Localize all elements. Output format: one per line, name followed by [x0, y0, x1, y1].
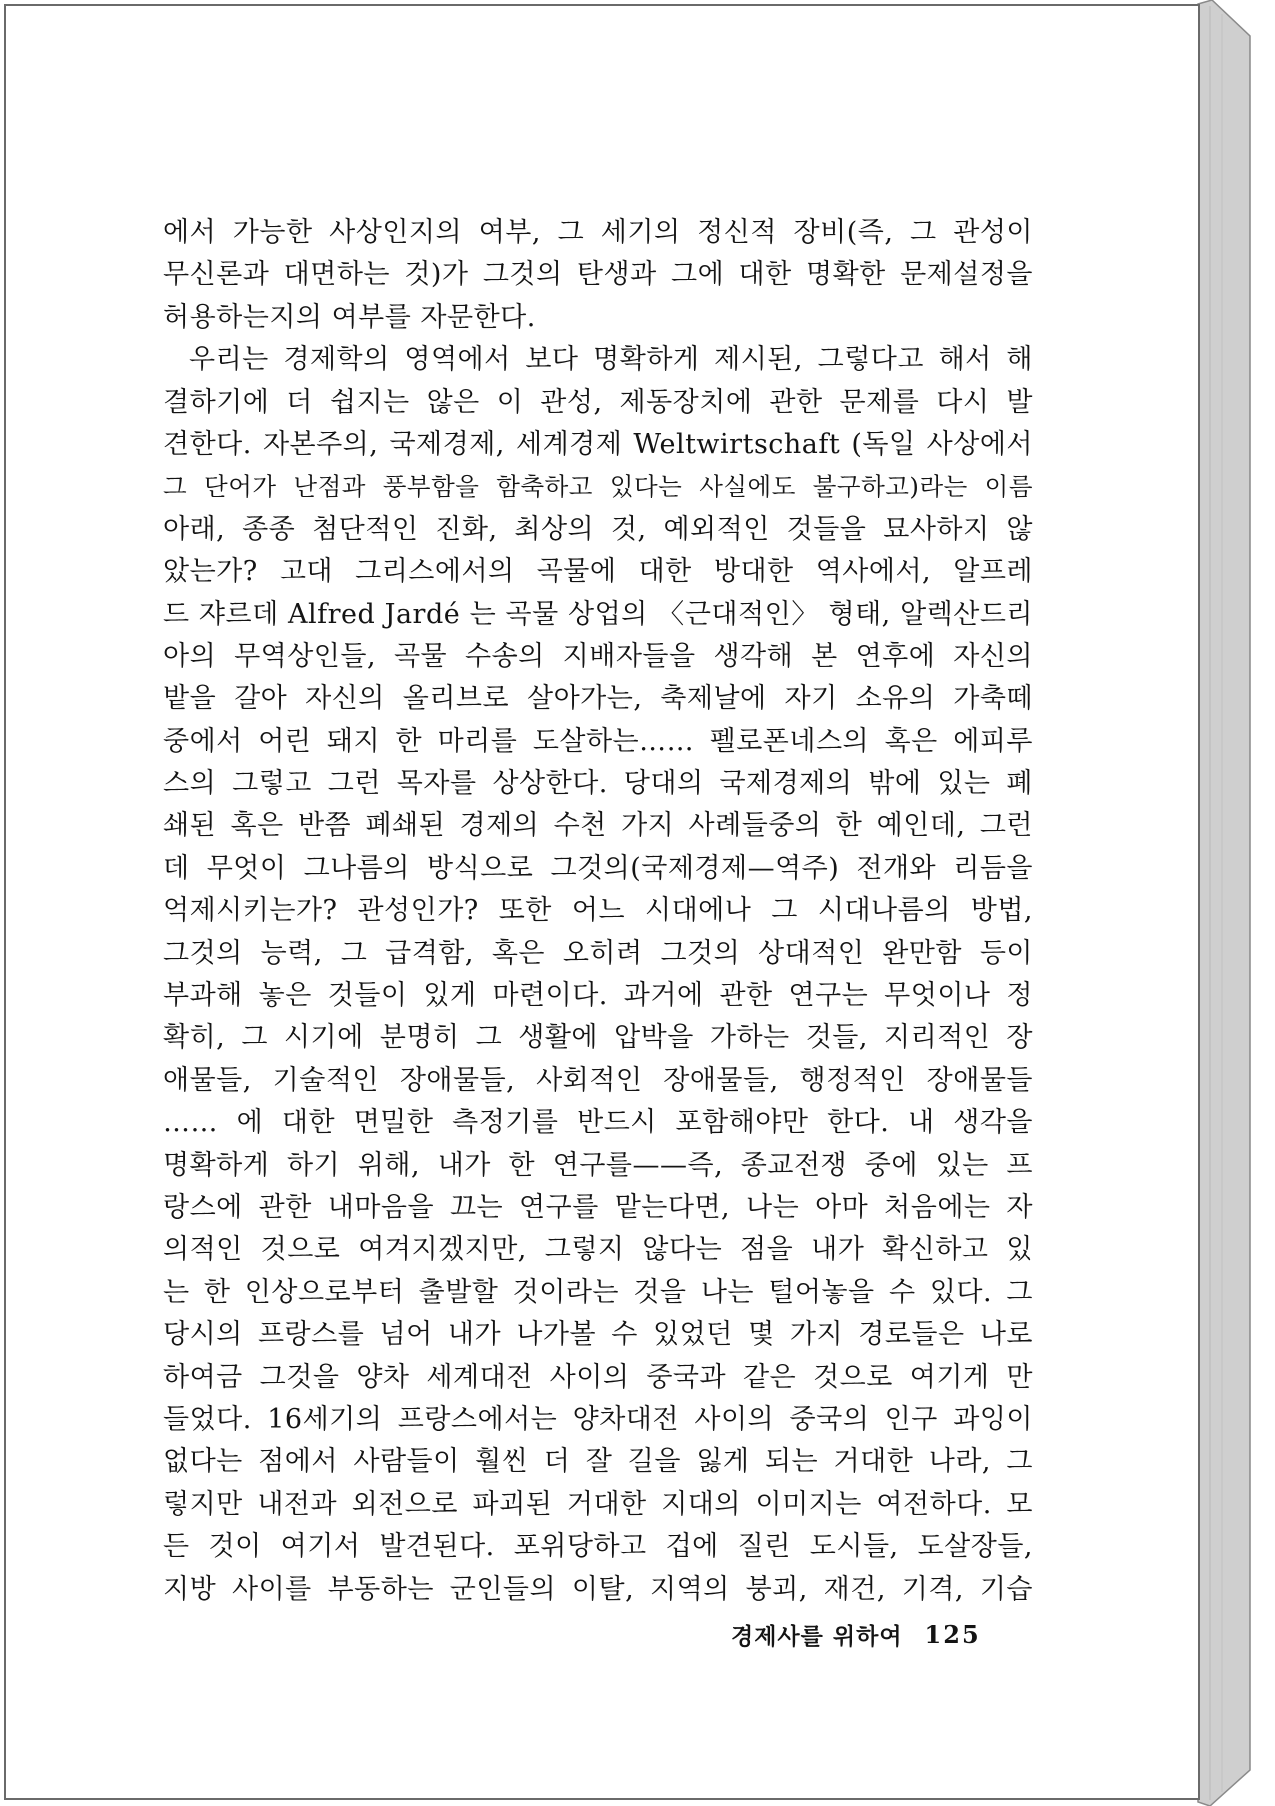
text-line: 그 단어가 난점과 풍부함을 함축하고 있다는 사실에도 불구하고)라는 이름	[163, 472, 1033, 502]
text-line: 에서 가능한 사상인지의 여부, 그 세기의 정신적 장비(즉, 그 관성이	[163, 217, 1033, 248]
text-line: 애물들, 기술적인 장애물들, 사회적인 장애물들, 행정적인 장애물들	[163, 1064, 1033, 1096]
text-line: 든 것이 여기서 발견된다. 포위당하고 겁에 질린 도시들, 도살장들,	[163, 1531, 1033, 1563]
page-number: 125	[924, 1619, 981, 1649]
text-line: 억제시키는가? 관성인가? 또한 어느 시대에나 그 시대나름의 방법,	[163, 895, 1033, 927]
text-line: 그것의 능력, 그 급격함, 혹은 오히려 그것의 상대적인 완만함 등이	[163, 937, 1033, 969]
text-line: 의적인 것으로 여겨지겠지만, 그렇지 않다는 점을 내가 확신하고 있	[163, 1234, 1033, 1266]
text-line: 쇄된 혹은 반쯤 폐쇄된 경제의 수천 가지 사례들중의 한 예인데, 그런	[163, 810, 1033, 842]
text-line: 랑스에 관한 내마음을 끄는 연구를 맡는다면, 나는 아마 처음에는 자	[163, 1191, 1033, 1223]
text-line: 드 쟈르데 Alfred Jardé 는 곡물 상업의 〈근대적인〉 형태, 알렉산드리	[163, 598, 1033, 630]
text-line: 당시의 프랑스를 넘어 내가 나가볼 수 있었던 몇 가지 경로들은 나로	[163, 1319, 1033, 1351]
text-line: 하여금 그것을 양차 세계대전 사이의 중국과 같은 것으로 여기게 만	[163, 1361, 1033, 1393]
running-title: 경제사를 위하여	[731, 1622, 903, 1650]
text-line: 데 무엇이 그나름의 방식으로 그것의(국제경제—역주) 전개와 리듬을	[163, 852, 1033, 884]
text-line: 부과해 놓은 것들이 있게 마련이다. 과거에 관한 연구는 무엇이나 정	[163, 980, 1033, 1012]
text-line: 우리는 경제학의 영역에서 보다 명확하게 제시된, 그렇다고 해서 해	[189, 344, 1033, 376]
text-line: 없다는 점에서 사람들이 훨씬 더 잘 길을 잃게 되는 거대한 나라, 그	[163, 1446, 1033, 1478]
text-line: 중에서 어린 돼지 한 마리를 도살하는…… 펠로폰네스의 혹은 에피루	[163, 725, 1033, 757]
text-line: 견한다. 자본주의, 국제경제, 세계경제 Weltwirtschaft (독일 사상에서	[163, 428, 1033, 460]
text-line: 허용하는지의 여부를 자문한다.	[163, 301, 536, 333]
text-line: 스의 그렇고 그런 목자를 상상한다. 당대의 국제경제의 밖에 있는 폐	[163, 768, 1033, 800]
text-line: 무신론과 대면하는 것)가 그것의 탄생과 그에 대한 명확한 문제설정을	[163, 259, 1033, 291]
text-line: 지방 사이를 부동하는 군인들의 이탈, 지역의 붕괴, 재건, 기격, 기습	[163, 1573, 1033, 1605]
text-line: 아의 무역상인들, 곡물 수송의 지배자들을 생각해 본 연후에 자신의	[163, 640, 1033, 672]
text-line: 명확하게 하기 위해, 내가 한 연구를——즉, 종교전쟁 중에 있는 프	[163, 1149, 1033, 1181]
text-line: 들었다. 16세기의 프랑스에서는 양차대전 사이의 중국의 인구 과잉이	[163, 1403, 1033, 1435]
text-line: 밭을 갈아 자신의 올리브로 살아가는, 축제날에 자기 소유의 가축떼	[163, 683, 1033, 715]
text-line: 는 한 인상으로부터 출발할 것이라는 것을 나는 털어놓을 수 있다. 그	[163, 1276, 1033, 1308]
text-line: …… 에 대한 면밀한 측정기를 반드시 포함해야만 한다. 내 생각을	[163, 1107, 1033, 1139]
text-line: 았는가? 고대 그리스에서의 곡물에 대한 방대한 역사에서, 알프레	[163, 556, 1033, 588]
text-line: 아래, 종종 첨단적인 진화, 최상의 것, 예외적인 것들을 묘사하지 않	[163, 513, 1033, 545]
text-line: 렇지만 내전과 외전으로 파괴된 거대한 지대의 이미지는 여전하다. 모	[163, 1488, 1033, 1520]
text-line: 결하기에 더 쉽지는 않은 이 관성, 제동장치에 관한 문제를 다시 발	[163, 386, 1033, 418]
page-footer	[731, 1614, 1011, 1654]
body-text	[163, 212, 1033, 1611]
text-line: 확히, 그 시기에 분명히 그 생활에 압박을 가하는 것들, 지리적인 장	[163, 1022, 1033, 1054]
